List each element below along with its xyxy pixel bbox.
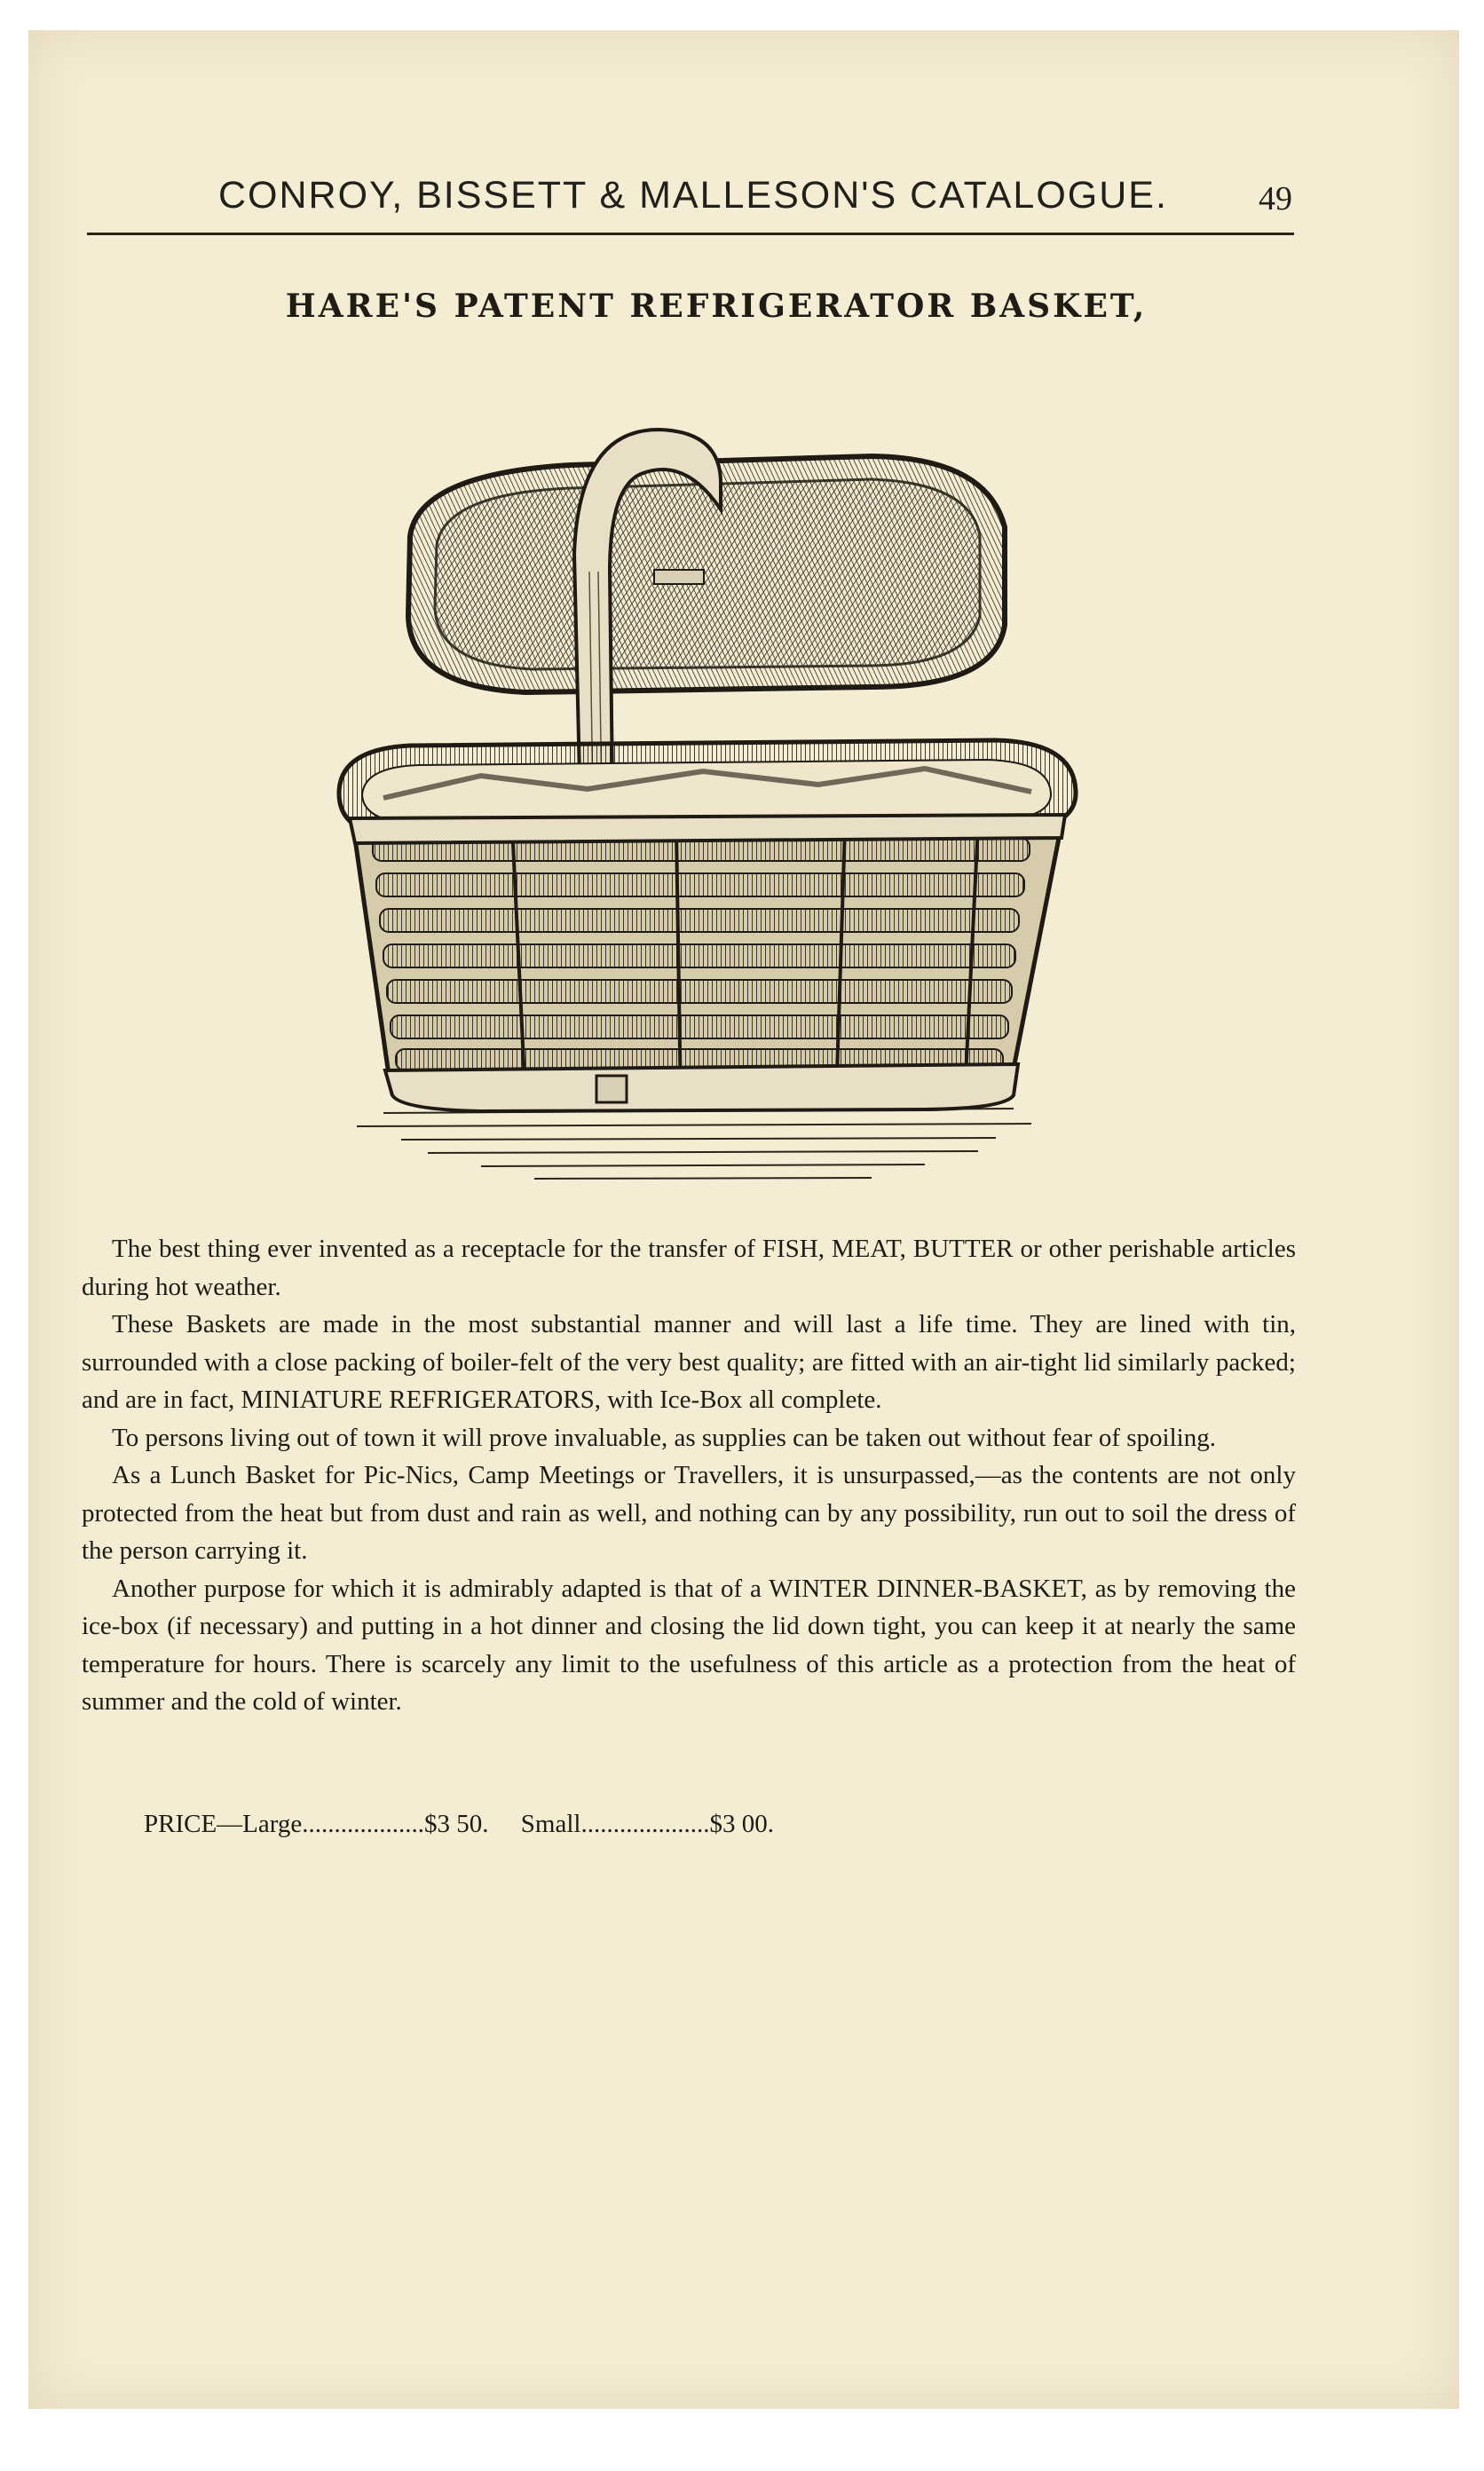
paragraph: To persons living out of town it will prove invaluable, as supplies can be taken out without fear of spoiling. <box>112 1423 1216 1452</box>
price-large-leader: ................... <box>302 1810 425 1838</box>
price-label: PRICE—Large <box>144 1810 303 1838</box>
basket-weave <box>373 838 1030 1070</box>
paragraph: As a Lunch Basket for Pic-Nics, Camp Meetings or Travellers, it is unsurpassed,—as the contents are not only protected from the heat but from dust and rain as well, and nothing can by any possibility, run out to soil the dress of the person carrying it. <box>82 1461 1296 1565</box>
basket-base-band <box>385 1064 1018 1111</box>
price-small-label: Small <box>520 1810 581 1838</box>
article-title: HARE'S PATENT REFRIGERATOR BASKET, <box>285 288 1148 325</box>
running-header <box>87 170 1294 235</box>
paragraph: Another purpose for which it is admirably adapted is that of a WINTER DINNER-BASKET, as by removing the ice-box (if necessary) and putting in a hot dinner and closing the lid down tight, you can keep it at nearly the same temperature for hours. There is scarcely any limit to the usefulness of this article as a protection from the heat of summer and the cold of winter. <box>82 1574 1296 1716</box>
price-large: $3 50. <box>424 1810 489 1838</box>
paragraph: The best thing ever invented as a receptacle for the transfer of FISH, MEAT, BUTTER or other perishable articles during hot weather. <box>82 1235 1296 1301</box>
catalogue-page <box>28 30 1459 2409</box>
article-body <box>82 1230 1296 1721</box>
paragraph: These Baskets are made in the most substantial manner and will last a life time. They are lined with tin, surrounded with a close packing of boiler-felt of the very best quality; are fitted with an air-tight lid similarly packed; and are in fact, MINIATURE REFRIGERATORS, with Ice-Box all complete. <box>82 1310 1296 1414</box>
page-number: 49 <box>1259 180 1292 217</box>
price-small-leader: .................... <box>580 1810 710 1838</box>
refrigerator-basket-engraving-icon <box>304 394 1093 1211</box>
running-title: CONROY, BISSETT & MALLESON'S CATALOGUE. <box>218 174 1168 217</box>
price-line <box>144 1810 1209 1839</box>
price-small: $3 00. <box>709 1810 774 1838</box>
